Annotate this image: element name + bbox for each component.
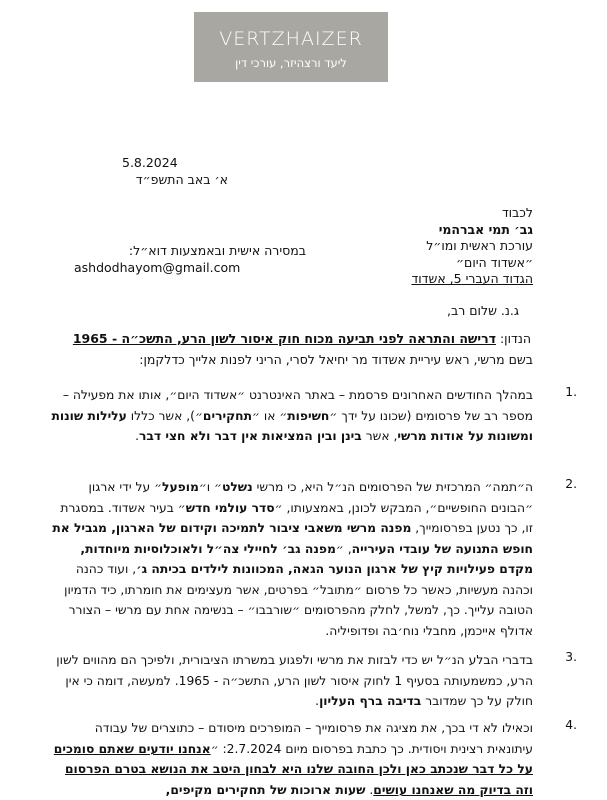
subject-line <box>61 331 531 346</box>
emphasis-text: סדר עולמי חדש <box>185 500 275 515</box>
paragraph-1 <box>49 385 533 447</box>
recipient-to: לכבוד <box>501 205 533 220</box>
emphasis-text: בדיבה ברף העליון <box>319 694 422 708</box>
paragraph-3 <box>49 650 533 712</box>
recipient-outlet: ״אשדוד היום״ <box>455 254 533 270</box>
body-text: , ועוד כהנה וכהנה מעשיות, כאשר כל פרסום ״מתובל״ בפרטים, אשר מעצימים את חומרתו, כיד הדמיון הטובה עלייך. כך, למשל, לחלק מהפרסומים ״שורבבו״ – בנשימה אחת עם מרשי – הצורר אדולף אייכמן, מחבלי נוח׳בה ופדופיליה. <box>64 562 533 638</box>
subject-text: דרישה והתראה לפני תביעה מכוח חוק איסור לשון הרע, התשכ״ה - 1965 <box>72 331 496 346</box>
intro-line: בשם מרשי, ראש עיריית אשדוד מר יחיאל לסרי, הריני לפנות אלייך כדלקמן: <box>139 352 533 367</box>
date-gregorian: 5.8.2024 <box>122 155 178 170</box>
emphasis-text: מפנה גב׳ לחיילי צה״ל ולאוכלוסיות מיוחדות, מקדם פעילויות קיץ של ארגון הנוער הגאה, המכוונות לילדים בכיתה ג׳ <box>80 541 533 576</box>
body-text: ״), אשר כללו <box>126 408 203 423</box>
delivery-email: ashdodhayom@gmail.com <box>74 259 241 275</box>
greeting: ג.נ. שלום רב, <box>447 303 519 318</box>
paragraph-2 <box>49 477 533 641</box>
logo-subtitle: ליעד ורצהיזר, עורכי דין <box>235 56 347 70</box>
firm-logo <box>194 12 388 82</box>
body-text: במהלך החודשים האחרונים פרסמת – באתר האינטרנט ״אשדוד היום״, אותו את מפעילה – מספר רב של פרסומים (שכונו על ידך ״ <box>62 388 533 423</box>
recipient-name: גב׳ תמי אברהמי <box>438 221 533 237</box>
emphasis-text: עלילות שונות ומשונות על אודות מרשי <box>51 408 533 443</box>
date-hebrew: א׳ באב התשפ״ד <box>135 172 228 187</box>
paragraph-number: 4. <box>565 718 577 732</box>
delivery-block <box>66 243 306 276</box>
body-text: . <box>365 782 374 797</box>
paragraph-number: 2. <box>565 477 577 491</box>
body-text: ה״תמה״ המרכזית של הפרסומים הנ״ל היא, כי מרשי <box>252 480 533 494</box>
emphasis-text: נשלט <box>222 480 253 494</box>
logo-name: VERTZHAIZER <box>219 28 363 50</box>
body-text: , ״ <box>335 541 352 556</box>
body-text: ״ בעיר אשדוד. במסגרת זו, כך נטען בפרסומייך, <box>60 500 533 535</box>
emphasis-text: מפנה מרשי משאבי ציבור לתמיכה וקידום של הארגון, מגביל את חופש התנועה של עובדי העירייה <box>52 521 533 556</box>
body-text: , אשר <box>361 429 398 443</box>
body-text: ״ ו״ <box>198 480 222 494</box>
emphasis-text: שעות ארוכות של תחקירים מקיפים, <box>165 782 366 797</box>
body-text: בדברי הבלע הנ״ל יש כדי לבזות את מרשי ולפגוע במשרתו הציבורית, ולפיכך הם מהווים לשון הרע, כמשמעותה בסעיף 1 לחוק איסור לשון הרע, התשכ״ה - 1965. למעשה, דומה כי אין חולק על כך שמדובר <box>56 653 533 708</box>
emphasis-text: תחקירים <box>202 408 253 423</box>
body-text: . <box>135 429 139 443</box>
delivery-method: במסירה אישית ובאמצעות דוא״ל: <box>128 243 306 258</box>
body-text: ״ על ידי ארגון ״הבונים החופשיים״, המבקש לכונן, באמצעותו, ״ <box>88 480 533 515</box>
paragraph-4 <box>49 718 533 800</box>
emphasis-text: מופעל <box>162 480 199 494</box>
paragraph-number: 3. <box>565 650 577 664</box>
body-text: . <box>315 694 320 708</box>
body-text: ״ או ״ <box>252 408 288 423</box>
emphasis-text: בינן ובין המציאות אין דבר ולא חצי דבר <box>139 429 362 443</box>
body-text: וכאילו לא די בכך, את מציגה את פרסומייך – המופרכים מיסודם – כתוצרים של עבודה עיתונאית רצינית ויסודית. כך כתבת בפרסום מיום 2.7.2024: ״ <box>94 721 533 756</box>
emphasis-text: אנחנו יודעים שאתם סומכים על כל דבר שנכתב כאן ולכן החובה שלנו היא לבחון היטב את הנושא בטרם הפרסום וזה בדיוק מה שאנחנו עושים <box>53 741 533 797</box>
subject-label: הנדון: <box>499 331 531 346</box>
recipient-role: עורכת ראשית ומו״ל <box>426 238 533 253</box>
emphasis-text: חשיפות <box>287 408 330 423</box>
paragraph-number: 1. <box>565 385 577 399</box>
recipient-address: הגדוד העברי 5, אשדוד <box>411 271 533 286</box>
